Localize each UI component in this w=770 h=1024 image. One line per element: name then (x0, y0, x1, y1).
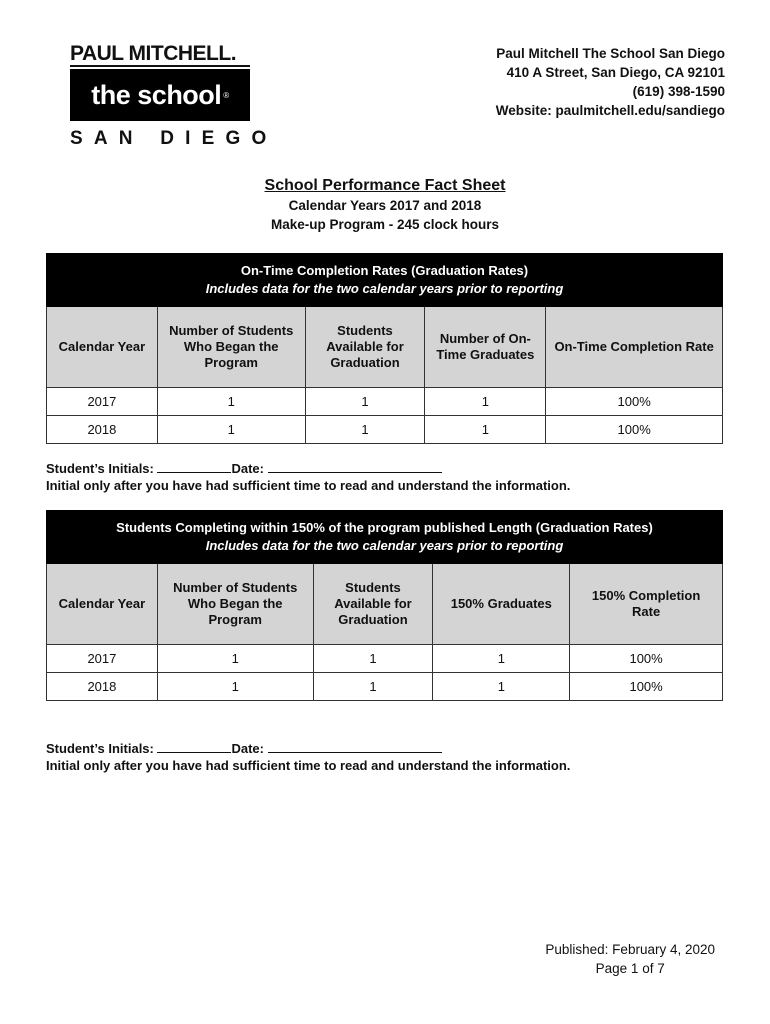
table2-title: Students Completing within 150% of the program published Length (Graduation Rates) (116, 520, 653, 535)
column-header: Number of Students Who Began the Program (157, 307, 305, 388)
logo-brand-text: PAUL MITCHELL. (70, 44, 250, 67)
page-number: Page 1 of 7 (595, 961, 665, 976)
school-phone: (619) 398-1590 (632, 84, 725, 99)
table-row (47, 388, 723, 416)
column-header: Calendar Year (47, 564, 158, 645)
table-cell: 1 (305, 388, 425, 416)
calendar-years: Calendar Years 2017 and 2018 (288, 198, 482, 213)
table-cell: 1 (313, 645, 433, 673)
table-cell: 100% (570, 645, 723, 673)
initials-input[interactable] (157, 740, 231, 753)
published-date: Published: February 4, 2020 (545, 942, 715, 957)
table1-title: On-Time Completion Rates (Graduation Rates) (240, 263, 529, 278)
page-title: School Performance Fact Sheet (264, 177, 506, 194)
table1-header-row (47, 307, 723, 388)
table-cell: 1 (433, 673, 570, 701)
initials-label: Student’s Initials: (46, 461, 154, 476)
table2-heading (47, 511, 723, 564)
column-header: Students Available for Graduation (305, 307, 425, 388)
initials-block-2 (46, 740, 570, 774)
table-cell: 100% (546, 416, 723, 444)
on-time-completion-table (46, 253, 723, 444)
table-cell: 100% (570, 673, 723, 701)
school-street: 410 A Street, San Diego, CA 92101 (506, 65, 725, 80)
table1-subtitle: Includes data for the two calendar years prior to reporting (205, 281, 564, 296)
table-row (47, 416, 723, 444)
table-cell: 100% (546, 388, 723, 416)
table-cell: 2017 (47, 388, 158, 416)
table-cell: 2017 (47, 645, 158, 673)
table-cell: 1 (157, 388, 305, 416)
title-block (0, 176, 770, 234)
date-input[interactable] (268, 740, 442, 753)
table-row (47, 645, 723, 673)
registered-mark: ® (223, 90, 229, 100)
logo-school-text: the school (91, 79, 222, 110)
column-header: On-Time Completion Rate (546, 307, 723, 388)
table-row (47, 673, 723, 701)
table-cell: 1 (425, 416, 546, 444)
table-cell: 2018 (47, 416, 158, 444)
table1-heading (47, 254, 723, 307)
program-name: Make-up Program - 245 clock hours (270, 217, 500, 232)
table-cell: 1 (157, 645, 313, 673)
column-header: 150% Graduates (433, 564, 570, 645)
school-logo (70, 42, 278, 150)
date-label: Date: (231, 461, 264, 476)
column-header: Students Available for Graduation (313, 564, 433, 645)
column-header: Number of Students Who Began the Program (157, 564, 313, 645)
logo-black-box (70, 69, 250, 121)
table-cell: 1 (305, 416, 425, 444)
initials-block-1 (46, 460, 570, 494)
table-cell: 2018 (47, 673, 158, 701)
date-label: Date: (231, 741, 264, 756)
school-address (496, 44, 725, 120)
table-cell: 1 (157, 416, 305, 444)
column-header: Number of On-Time Graduates (425, 307, 546, 388)
table-cell: 1 (157, 673, 313, 701)
initials-note: Initial only after you have had sufficient time to read and understand the information. (46, 758, 571, 773)
initials-note: Initial only after you have had sufficient time to read and understand the information. (46, 478, 571, 493)
table-cell: 1 (425, 388, 546, 416)
page-footer (545, 940, 715, 978)
column-header: 150% Completion Rate (570, 564, 723, 645)
table2-header-row (47, 564, 723, 645)
logo-city-text: SAN DIEGO (70, 128, 278, 149)
table-cell: 1 (433, 645, 570, 673)
initials-label: Student’s Initials: (46, 741, 154, 756)
date-input[interactable] (268, 460, 442, 473)
completion-150-table (46, 510, 723, 701)
table2-subtitle: Includes data for the two calendar years prior to reporting (205, 538, 564, 553)
table-cell: 1 (313, 673, 433, 701)
column-header: Calendar Year (47, 307, 158, 388)
initials-input[interactable] (157, 460, 231, 473)
school-name: Paul Mitchell The School San Diego (496, 46, 725, 61)
school-website: Website: paulmitchell.edu/sandiego (495, 103, 725, 118)
